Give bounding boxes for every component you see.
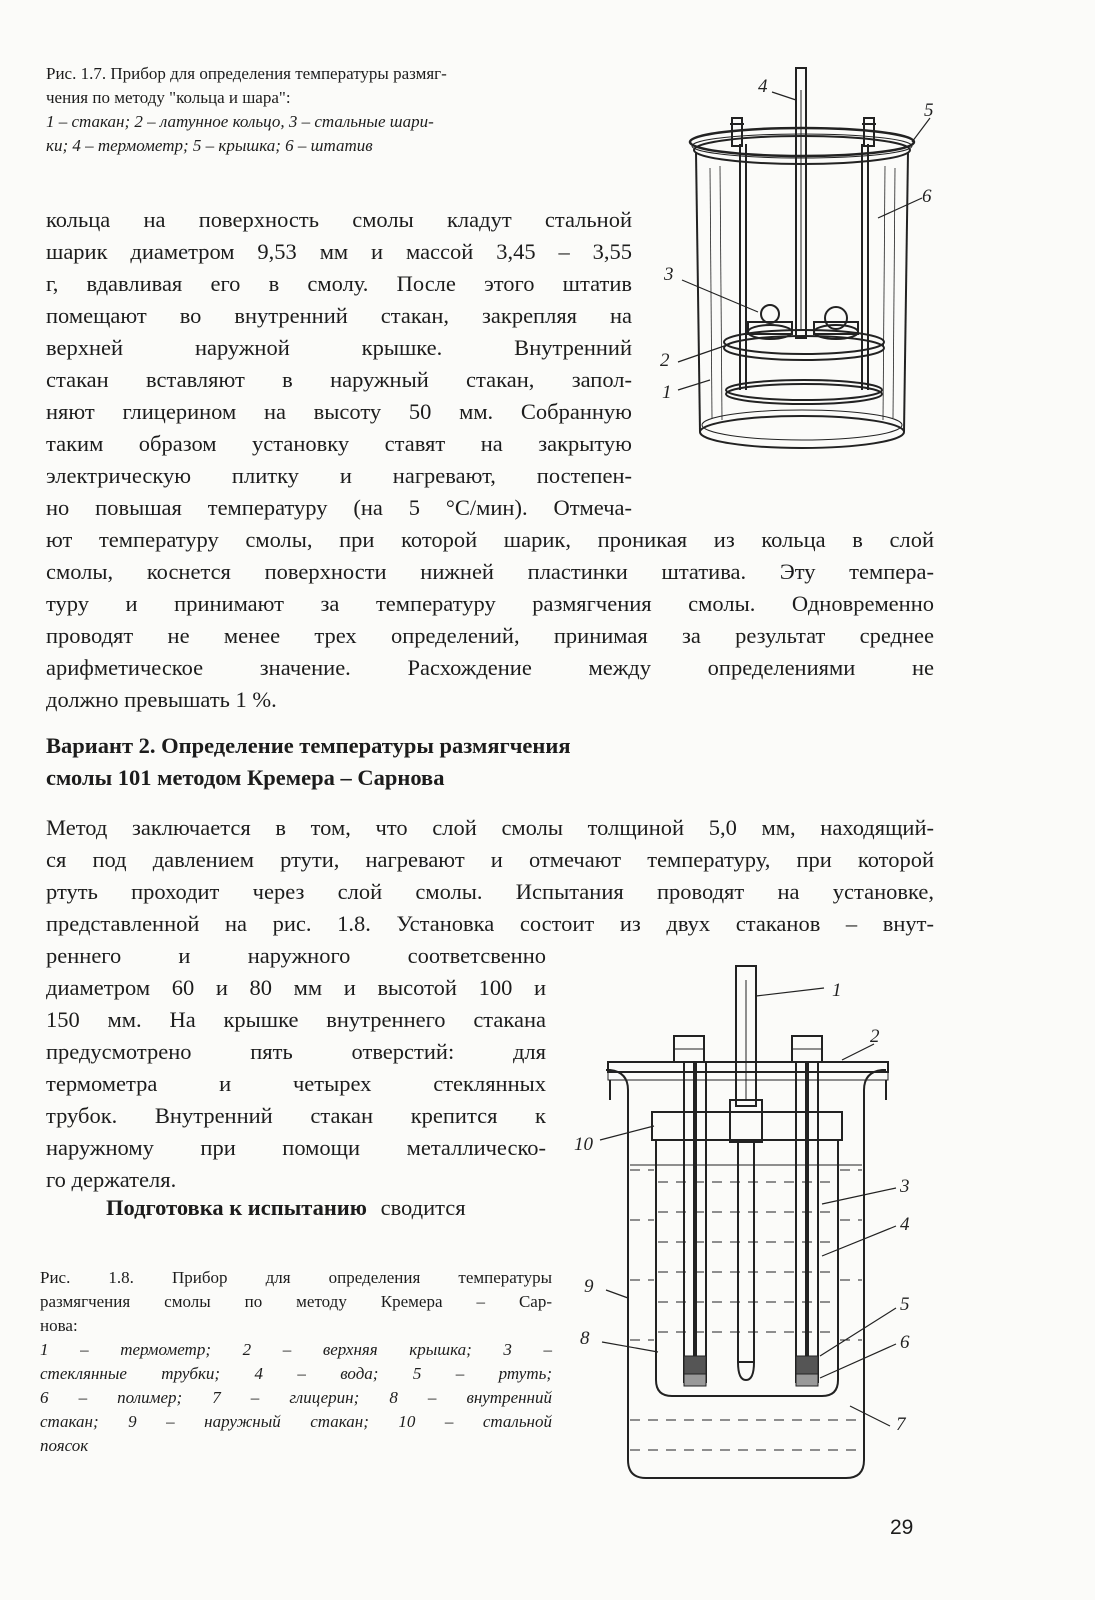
text-line: ртуть проходит через слой смолы. Испытания проводят на установке, [46, 879, 934, 904]
paragraph-1-narrow [46, 204, 632, 524]
fig18-label: 10 [574, 1134, 593, 1155]
text-line: наружному при помощи металлическо- [46, 1135, 546, 1160]
text-line: но повышая температуру (на 5 °С/мин). Отмеча- [46, 495, 632, 520]
text-line: диаметром 60 и 80 мм и высотой 100 и [46, 975, 546, 1000]
text-line: стакан вставляют в наружный стакан, запол- [46, 367, 632, 392]
paragraph-1-full [46, 524, 934, 716]
text-line: туру и принимают за температуру размягчения смолы. Одновременно [46, 591, 934, 616]
text-line: няют глицерином на высоту 50 мм. Собранную [46, 399, 632, 424]
fig18-label: 2 [870, 1026, 880, 1047]
text-line: ся под давлением ртути, нагревают и отмечают температуру, при которой [46, 847, 934, 872]
paragraph-2-full [46, 812, 934, 940]
fig18-caption-line: 1 – термометр; 2 – верхняя крышка; 3 – [40, 1340, 552, 1359]
text-line: г, вдавливая его в смолу. После этого штатив [46, 271, 632, 296]
fig17-label: 6 [922, 186, 932, 207]
fig17-caption-line: 1 – стакан; 2 – латунное кольцо, 3 – стальные шари- [46, 112, 434, 131]
text-line: таким образом установку ставят на закрытую [46, 431, 632, 456]
text-line: проводят не менее трех определений, принимая за результат среднее [46, 623, 934, 648]
text-line: шарик диаметром 9,53 мм и массой 3,45 – 3,55 [46, 239, 632, 264]
text-line: термометра и четырех стеклянных [46, 1071, 546, 1096]
section-heading [46, 730, 746, 794]
subheading: Подготовка к испытанию [106, 1195, 367, 1220]
fig18-label: 8 [580, 1328, 590, 1349]
fig18-label: 1 [832, 980, 842, 1001]
text-line: Метод заключается в том, что слой смолы толщиной 5,0 мм, находящий- [46, 815, 934, 840]
text-line: го держателя. [46, 1167, 177, 1192]
text-line: трубок. Внутренний стакан крепится к [46, 1103, 546, 1128]
fig17-label: 4 [758, 76, 768, 97]
text-line: кольца на поверхность смолы кладут стальной [46, 207, 632, 232]
subheading-line [106, 1192, 546, 1224]
text-line: верхней наружной крышке. Внутренний [46, 335, 632, 360]
text-line: арифметическое значение. Расхождение между определениями не [46, 655, 934, 680]
fig18-caption-line: 6 – полимер; 7 – глицерин; 8 – внутренний [40, 1388, 552, 1407]
text-line: помещают во внутренний стакан, закрепляя на [46, 303, 632, 328]
text-line: предусмотрено пять отверстий: для [46, 1039, 546, 1064]
fig17-label: 5 [924, 100, 934, 121]
fig18-label: 9 [584, 1276, 594, 1297]
fig18-label: 5 [900, 1294, 910, 1315]
text-line: смолы, коснется поверхности нижней пластинки штатива. Эту темпера- [46, 559, 934, 584]
heading-line: смолы 101 методом Кремера – Сарнова [46, 765, 445, 790]
fig17-label: 2 [660, 350, 670, 371]
text-line: реннего и наружного соответсвенно [46, 943, 546, 968]
text-line: 150 мм. На крышке внутреннего стакана [46, 1007, 546, 1032]
fig17-label: 3 [664, 264, 674, 285]
text-line: электрическую плитку и нагревают, постепен- [46, 463, 632, 488]
fig17-caption-line: Рис. 1.7. Прибор для определения температуры размяг- [46, 64, 447, 83]
fig18-caption-line: нова: [40, 1316, 78, 1335]
paragraph-2-narrow [46, 940, 546, 1196]
fig17-caption-line: чения по методу "кольца и шара": [46, 88, 291, 107]
fig18-label: 6 [900, 1332, 910, 1353]
fig18-caption-line: стеклянные трубки; 4 – вода; 5 – ртуть; [40, 1364, 552, 1383]
fig17-ring-and-ball-apparatus [640, 60, 950, 480]
heading-line: Вариант 2. Определение температуры размягчения [46, 733, 571, 758]
text-line: ют температуру смолы, при которой шарик, проникая из кольца в слой [46, 527, 934, 552]
fig18-label: 7 [896, 1414, 906, 1435]
fig17-caption-line: ки; 4 – термометр; 5 – крышка; 6 – штатив [46, 136, 373, 155]
fig18-kremer-sarnov-apparatus [570, 960, 940, 1500]
fig18-label: 4 [900, 1214, 910, 1235]
page-number: 29 [890, 1516, 914, 1539]
fig18-caption-line: стакан; 9 – наружный стакан; 10 – стальной [40, 1412, 552, 1431]
subheading-tail: сводится [380, 1195, 466, 1220]
fig18-caption-line: Рис. 1.8. Прибор для определения температуры [40, 1268, 552, 1287]
fig18-caption [40, 1266, 552, 1458]
fig18-caption-line: размягчения смолы по методу Кремера – Сар- [40, 1292, 552, 1311]
fig18-label: 3 [900, 1176, 910, 1197]
fig17-caption [46, 62, 646, 158]
text-line: должно превышать 1 %. [46, 687, 277, 712]
fig18-caption-line: поясок [40, 1436, 89, 1455]
text-line: представленной на рис. 1.8. Установка состоит из двух стаканов – внут- [46, 911, 934, 936]
fig17-label: 1 [662, 382, 672, 403]
